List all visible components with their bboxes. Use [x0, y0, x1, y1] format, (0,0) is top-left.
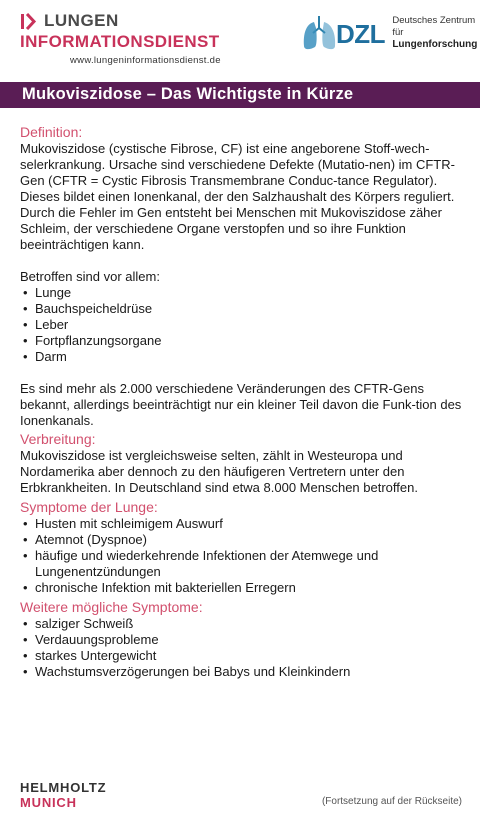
weitere-symptome-list	[20, 616, 466, 680]
list-item: • Atemnot (Dyspnoe)	[20, 532, 466, 548]
list-item: • Wachstumsverzögerungen bei Babys und Kleinkindern	[20, 664, 466, 680]
section-heading-symptome-lunge: Symptome der Lunge:	[20, 499, 158, 515]
list-item: • Leber	[20, 317, 466, 333]
dzl-line2: Lungenforschung	[392, 39, 478, 50]
header	[0, 0, 480, 78]
continuation-note: (Fortsetzung auf der Rückseite)	[321, 796, 462, 807]
symptome-lunge-list	[20, 516, 466, 596]
list-item: • häufige und wiederkehrende Infektionen der Atemwege und Lungenentzündungen	[20, 548, 466, 580]
page-title: Mukoviszidose – Das Wichtigste in Kürze	[22, 85, 354, 103]
logo-url[interactable]: www.lungeninformationsdienst.de	[70, 55, 221, 66]
list-item: • Darm	[20, 349, 466, 365]
dzl-logo[interactable]	[302, 14, 480, 52]
section-heading-verbreitung: Verbreitung:	[20, 431, 96, 447]
main-content	[20, 124, 466, 680]
list-item: • starkes Untergewicht	[20, 648, 466, 664]
definition-outro: Es sind mehr als 2.000 verschiedene Veränderungen des CFTR-Gens bekannt, allerdings beeinträchtigt nur ein kleiner Teil davon die Funk-tion des Ionenkanals.	[20, 381, 462, 428]
logo-line2: INFORMATIONSDIENST	[20, 32, 220, 51]
list-item: • Husten mit schleimigem Auswurf	[20, 516, 466, 532]
list-item: • salziger Schweiß	[20, 616, 466, 632]
helmholtz-munich-logo[interactable]	[20, 780, 106, 810]
affected-intro: Betroffen sind vor allem:	[20, 269, 160, 284]
hz-line1: HELMHOLTZ	[20, 780, 107, 795]
dzl-mark	[302, 14, 388, 52]
definition-text: Mukoviszidose (cystische Fibrose, CF) ist eine angeborene Stoff-wech-selerkrankung. Ursache sind verschiedene Defekte (Mutatio-nen) im CFTR-Gen (CFTR = Cystic Fibrosis Transmembrane Conduc-tance Regulator). Dieses bildet einen Ionenkanal, der den Salzhaushalt des Körpers reguliert. Durch die Fehler im Gen entsteht bei Menschen mit Mukoviszidose zäher Schleim, der verschiedene Organe verstopfen und so ihre Funktion beeinträchtigen kann.	[20, 141, 455, 252]
dzl-line1: Deutsches Zentrum für	[392, 15, 476, 38]
section-heading-definition: Definition:	[20, 124, 83, 140]
list-item: • Bauchspeicheldrüse	[20, 301, 466, 317]
list-item: • Verdauungsprobleme	[20, 632, 466, 648]
lung-icon	[302, 14, 338, 52]
dzl-abbr: DZL	[336, 19, 386, 49]
title-banner	[0, 82, 480, 108]
lid-arrow-icon	[20, 13, 38, 30]
affected-list	[20, 285, 466, 365]
list-item: • chronische Infektion mit bakteriellen Erregern	[20, 580, 466, 596]
list-item: • Fortpflanzungsorgane	[20, 333, 466, 349]
list-item: • Lunge	[20, 285, 466, 301]
logo-line1: LUNGEN	[44, 11, 119, 30]
lungeninformationsdienst-logo[interactable]	[20, 12, 221, 66]
hz-line2: MUNICH	[20, 795, 77, 810]
section-heading-weitere-symptome: Weitere mögliche Symptome:	[20, 599, 203, 615]
verbreitung-text: Mukoviszidose ist vergleichsweise selten, zählt in Westeuropa und Nordamerika aber dennoch zu den häufigeren Vertretern unter den Erbkrankheiten. In Deutschland sind etwa 8.000 Menschen betroffen.	[20, 448, 418, 495]
